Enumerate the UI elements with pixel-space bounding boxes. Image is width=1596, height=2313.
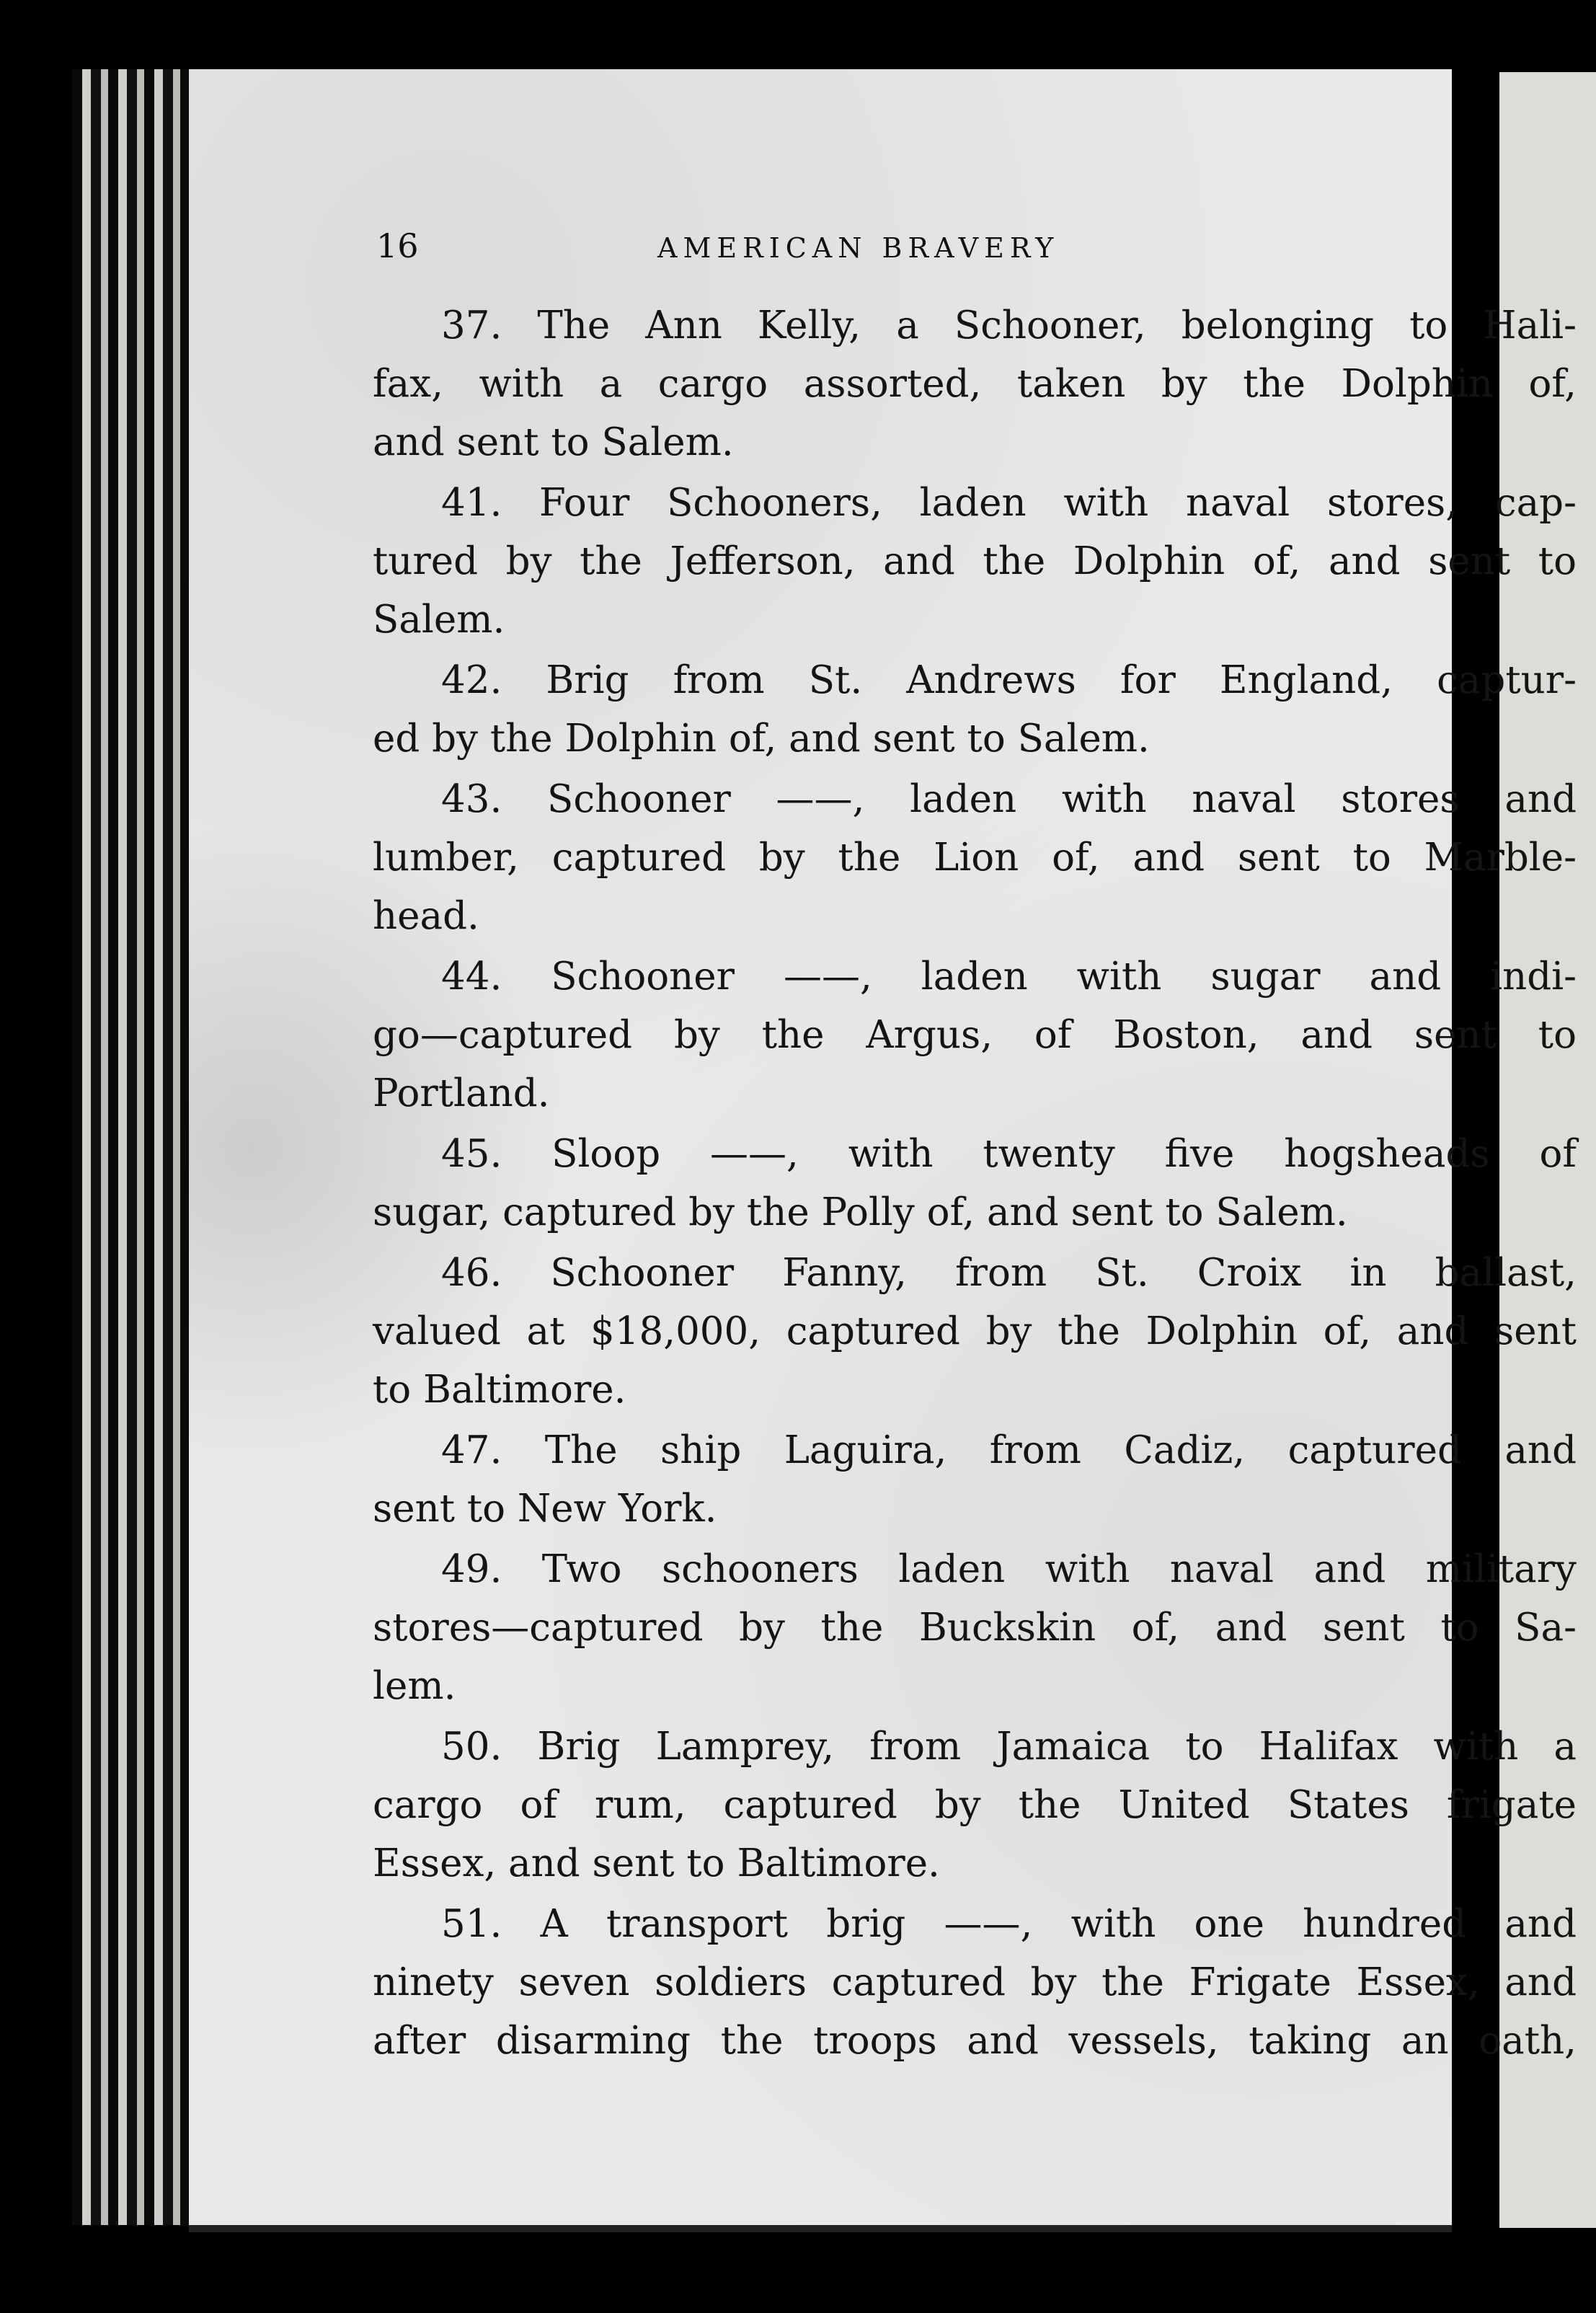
text-line: 44. Schooner ——, laden with sugar and indi- [441,955,1577,999]
list-item [373,1244,1577,1419]
text-line: 51. A transport brig ——, with one hundred and [441,1902,1577,1946]
text-line: 46. Schooner Fanny, from St. Croix in ballast, [441,1251,1577,1295]
text-line: go—captured by the Argus, of Boston, and sent to [373,1013,1577,1057]
list-item [373,770,1577,945]
list-item [373,296,1577,472]
text-line: fax, with a cargo assorted, taken by the Dolphin of, [373,362,1577,406]
list-item [373,474,1577,649]
list-item [373,651,1577,768]
list-item [373,1895,1577,2070]
text-line: lumber, captured by the Lion of, and sent to Marble- [373,836,1577,880]
page-bottom-edge [189,2225,1452,2232]
text-line: to Baltimore. [373,1368,626,1412]
list-item [373,1125,1577,1242]
text-line: 42. Brig from St. Andrews for England, captur- [441,658,1577,702]
text-line: 49. Two schooners laden with naval and military [441,1547,1577,1591]
text-line: head. [373,894,479,938]
list-item [373,1540,1577,1715]
text-line: Portland. [373,1071,550,1115]
list-item [373,1717,1577,1893]
text-line: and sent to Salem. [373,420,734,464]
running-head: AMERICAN BRAVERY [657,232,1060,264]
text-line: sugar, captured by the Polly of, and sent to Salem. [373,1190,1348,1234]
text-line: stores—captured by the Buckskin of, and sent to Sa- [373,1606,1577,1650]
page-number: 16 [376,226,419,265]
text-line: after disarming the troops and vessels, taking an oath, [373,2019,1577,2063]
text-line: 45. Sloop ——, with twenty five hogsheads of [441,1132,1577,1176]
list-item [373,1421,1577,1538]
page-body [373,296,1577,2072]
text-line: sent to New York. [373,1487,717,1531]
book-spine-edge [72,69,202,2225]
text-line: tured by the Jefferson, and the Dolphin of, and sent to [373,539,1577,583]
text-line: lem. [373,1664,456,1708]
text-line: 41. Four Schooners, laden with naval stores, cap- [441,481,1577,525]
text-line: 47. The ship Laguira, from Cadiz, captured and [441,1428,1577,1472]
page-header [189,226,1452,277]
text-line: Salem. [373,598,505,642]
text-line: 37. The Ann Kelly, a Schooner, belonging to Hali- [441,304,1577,348]
text-line: valued at $18,000, captured by the Dolphin of, and sent [373,1309,1577,1353]
book-page [189,69,1577,2225]
text-line: cargo of rum, captured by the United States frigate [373,1783,1577,1827]
text-line: ninety seven soldiers captured by the Frigate Essex, and [373,1960,1577,2004]
text-line: ed by the Dolphin of, and sent to Salem. [373,717,1150,761]
list-item [373,947,1577,1123]
text-line: 50. Brig Lamprey, from Jamaica to Halifax with a [441,1725,1577,1769]
text-line: Essex, and sent to Baltimore. [373,1841,940,1885]
text-line: 43. Schooner ——, laden with naval stores and [441,777,1577,821]
